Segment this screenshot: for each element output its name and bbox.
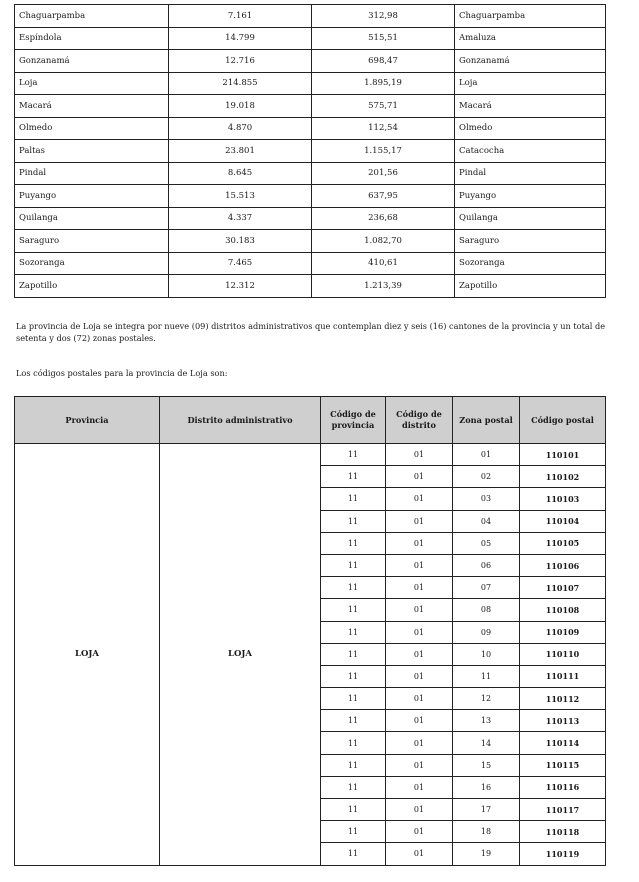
codigo-postal-cell: 110110	[520, 643, 606, 665]
codigo-distrito-cell: 01	[386, 621, 453, 643]
codigo-postal-cell: 110115	[520, 754, 606, 776]
zona-postal-cell: 17	[453, 799, 520, 821]
codigo-postal-cell: 110113	[520, 710, 606, 732]
codigo-distrito-cell: 01	[386, 510, 453, 532]
zona-postal-cell: 18	[453, 821, 520, 843]
codigo-provincia-cell: 11	[321, 532, 386, 554]
canton-name: Puyango	[15, 185, 169, 208]
canton-row	[15, 140, 606, 163]
zona-postal-cell: 15	[453, 754, 520, 776]
codigo-distrito-cell: 01	[386, 688, 453, 710]
canton-row	[15, 95, 606, 118]
codigo-postal-cell: 110105	[520, 532, 606, 554]
canton-name: Pindal	[15, 162, 169, 185]
canton-name: Olmedo	[15, 117, 169, 140]
codigo-postal-cell: 110103	[520, 488, 606, 510]
zona-postal-cell: 04	[453, 510, 520, 532]
canton-population: 30.183	[169, 230, 312, 253]
zona-postal-cell: 16	[453, 776, 520, 798]
canton-area: 698,47	[312, 50, 455, 73]
canton-capital: Zapotillo	[455, 275, 606, 298]
canton-population: 15.513	[169, 185, 312, 208]
codigo-provincia-cell: 11	[321, 554, 386, 576]
canton-area: 515,51	[312, 27, 455, 50]
codigo-distrito-cell: 01	[386, 732, 453, 754]
canton-population: 4.337	[169, 207, 312, 230]
codigo-provincia-cell: 11	[321, 444, 386, 466]
zona-postal-cell: 13	[453, 710, 520, 732]
zona-postal-cell: 12	[453, 688, 520, 710]
header-codigo-distrito: Código de distrito	[386, 397, 453, 444]
canton-capital: Puyango	[455, 185, 606, 208]
codigo-distrito-cell: 01	[386, 466, 453, 488]
distrito-cell: LOJA	[160, 444, 321, 866]
codigo-distrito-cell: 01	[386, 754, 453, 776]
zona-postal-cell: 07	[453, 577, 520, 599]
canton-area: 112,54	[312, 117, 455, 140]
canton-row	[15, 117, 606, 140]
canton-row	[15, 162, 606, 185]
intro-paragraph: La provincia de Loja se integra por nueve (09) distritos administrativos que contemplan diez y seis (16) cantones de la provincia y un total de setenta y dos (72) zonas postales.	[16, 321, 606, 343]
header-codigo-provincia: Código de provincia	[321, 397, 386, 444]
codigo-provincia-cell: 11	[321, 577, 386, 599]
header-codigo-postal: Código postal	[520, 397, 606, 444]
canton-area: 1.082,70	[312, 230, 455, 253]
zona-postal-cell: 08	[453, 599, 520, 621]
codigo-provincia-cell: 11	[321, 776, 386, 798]
codigo-provincia-cell: 11	[321, 665, 386, 687]
codigo-distrito-cell: 01	[386, 577, 453, 599]
canton-name: Quilanga	[15, 207, 169, 230]
zona-postal-cell: 11	[453, 665, 520, 687]
canton-name: Gonzanamá	[15, 50, 169, 73]
codigo-postal-cell: 110114	[520, 732, 606, 754]
zona-postal-cell: 10	[453, 643, 520, 665]
codigo-distrito-cell: 01	[386, 710, 453, 732]
canton-population: 8.645	[169, 162, 312, 185]
codigo-postal-cell: 110116	[520, 776, 606, 798]
codigo-postal-cell: 110109	[520, 621, 606, 643]
codigo-postal-cell: 110101	[520, 444, 606, 466]
canton-row	[15, 207, 606, 230]
canton-capital: Quilanga	[455, 207, 606, 230]
canton-population: 23.801	[169, 140, 312, 163]
canton-name: Loja	[15, 72, 169, 95]
postal-table-body	[15, 444, 606, 866]
codigo-distrito-cell: 01	[386, 532, 453, 554]
codigo-postal-cell: 110102	[520, 466, 606, 488]
canton-capital: Macará	[455, 95, 606, 118]
codigo-postal-cell: 110119	[520, 843, 606, 865]
canton-area: 1.155,17	[312, 140, 455, 163]
codigo-provincia-cell: 11	[321, 821, 386, 843]
codigo-distrito-cell: 01	[386, 444, 453, 466]
canton-name: Chaguarpamba	[15, 5, 169, 28]
canton-capital: Catacocha	[455, 140, 606, 163]
codigo-distrito-cell: 01	[386, 599, 453, 621]
canton-capital: Amaluza	[455, 27, 606, 50]
codigo-provincia-cell: 11	[321, 488, 386, 510]
codigo-postal-cell: 110107	[520, 577, 606, 599]
cantones-table-body	[15, 5, 606, 298]
canton-name: Sozoranga	[15, 252, 169, 275]
canton-row	[15, 275, 606, 298]
zona-postal-cell: 14	[453, 732, 520, 754]
codigo-provincia-cell: 11	[321, 799, 386, 821]
canton-name: Saraguro	[15, 230, 169, 253]
postal-header-row	[15, 397, 606, 444]
canton-population: 12.312	[169, 275, 312, 298]
canton-capital: Pindal	[455, 162, 606, 185]
canton-capital: Sozoranga	[455, 252, 606, 275]
codigo-postal-cell: 110104	[520, 510, 606, 532]
header-distrito: Distrito administrativo	[160, 397, 321, 444]
canton-row	[15, 252, 606, 275]
canton-population: 7.465	[169, 252, 312, 275]
codigo-provincia-cell: 11	[321, 599, 386, 621]
codigo-postal-cell: 110118	[520, 821, 606, 843]
canton-area: 410,61	[312, 252, 455, 275]
zona-postal-cell: 06	[453, 554, 520, 576]
cantones-table	[14, 4, 606, 298]
codigo-distrito-cell: 01	[386, 665, 453, 687]
zona-postal-cell: 03	[453, 488, 520, 510]
canton-area: 637,95	[312, 185, 455, 208]
codigo-distrito-cell: 01	[386, 843, 453, 865]
canton-area: 312,98	[312, 5, 455, 28]
canton-area: 236,68	[312, 207, 455, 230]
codigo-provincia-cell: 11	[321, 466, 386, 488]
canton-population: 7.161	[169, 5, 312, 28]
canton-row	[15, 50, 606, 73]
canton-row	[15, 185, 606, 208]
codigo-postal-cell: 110108	[520, 599, 606, 621]
canton-name: Paltas	[15, 140, 169, 163]
postal-codes-table	[14, 396, 606, 866]
canton-capital: Saraguro	[455, 230, 606, 253]
canton-population: 19.018	[169, 95, 312, 118]
codigo-postal-cell: 110112	[520, 688, 606, 710]
codigo-provincia-cell: 11	[321, 510, 386, 532]
zona-postal-cell: 02	[453, 466, 520, 488]
header-provincia: Provincia	[15, 397, 160, 444]
zona-postal-cell: 19	[453, 843, 520, 865]
codigo-postal-cell: 110106	[520, 554, 606, 576]
codigo-distrito-cell: 01	[386, 643, 453, 665]
codigo-provincia-cell: 11	[321, 688, 386, 710]
canton-population: 4.870	[169, 117, 312, 140]
canton-row	[15, 27, 606, 50]
codigo-distrito-cell: 01	[386, 776, 453, 798]
codigo-provincia-cell: 11	[321, 621, 386, 643]
codigo-distrito-cell: 01	[386, 799, 453, 821]
header-zona-postal: Zona postal	[453, 397, 520, 444]
canton-area: 1.213,39	[312, 275, 455, 298]
codigo-provincia-cell: 11	[321, 710, 386, 732]
canton-capital: Loja	[455, 72, 606, 95]
canton-area: 1.895,19	[312, 72, 455, 95]
canton-name: Espíndola	[15, 27, 169, 50]
canton-population: 14.799	[169, 27, 312, 50]
codigo-distrito-cell: 01	[386, 488, 453, 510]
codigo-postal-cell: 110117	[520, 799, 606, 821]
canton-name: Zapotillo	[15, 275, 169, 298]
canton-population: 12.716	[169, 50, 312, 73]
zona-postal-cell: 01	[453, 444, 520, 466]
codigo-distrito-cell: 01	[386, 554, 453, 576]
canton-population: 214.855	[169, 72, 312, 95]
codigo-provincia-cell: 11	[321, 843, 386, 865]
canton-capital: Gonzanamá	[455, 50, 606, 73]
canton-row	[15, 5, 606, 28]
codigo-provincia-cell: 11	[321, 732, 386, 754]
zona-postal-cell: 05	[453, 532, 520, 554]
canton-name: Macará	[15, 95, 169, 118]
provincia-cell: LOJA	[15, 444, 160, 866]
codigo-distrito-cell: 01	[386, 821, 453, 843]
canton-area: 575,71	[312, 95, 455, 118]
codigo-postal-cell: 110111	[520, 665, 606, 687]
codigo-provincia-cell: 11	[321, 754, 386, 776]
canton-capital: Olmedo	[455, 117, 606, 140]
zona-postal-cell: 09	[453, 621, 520, 643]
canton-capital: Chaguarpamba	[455, 5, 606, 28]
postal-row	[15, 444, 606, 466]
canton-row	[15, 72, 606, 95]
postal-codes-intro: Los códigos postales para la provincia de Loja son:	[16, 368, 228, 378]
canton-area: 201,56	[312, 162, 455, 185]
codigo-provincia-cell: 11	[321, 643, 386, 665]
canton-row	[15, 230, 606, 253]
